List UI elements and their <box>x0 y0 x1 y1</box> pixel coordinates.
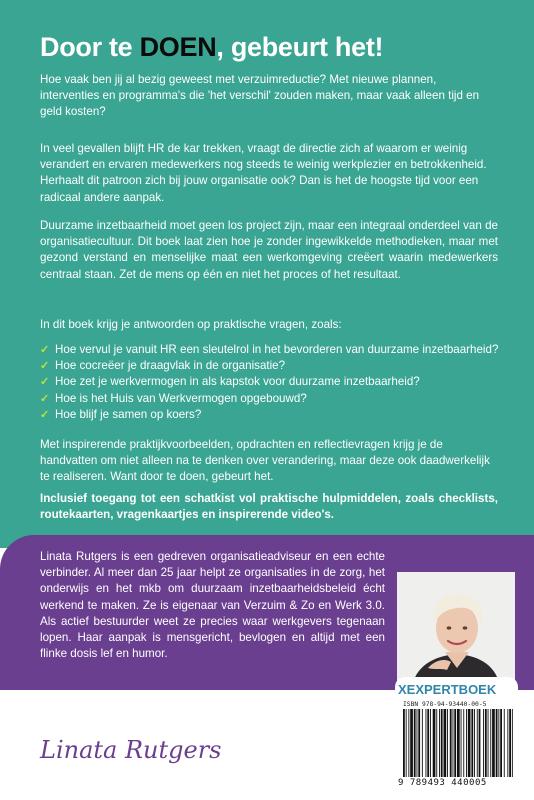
barcode-bar <box>453 709 454 777</box>
barcode-bar <box>468 709 471 777</box>
barcode-bar <box>463 709 464 777</box>
barcode-bar <box>466 709 467 777</box>
barcode-bar <box>507 709 508 777</box>
barcode-bar <box>477 709 478 777</box>
barcode-bar <box>433 709 436 777</box>
barcode-bar <box>418 709 420 777</box>
checkmark-icon: ✓ <box>40 376 50 389</box>
barcode-bar <box>444 709 447 777</box>
author-bio: Linata Rutgers is een gedreven organisatieadviseur en een echte verbinder. Al meer dan 25 jaar helpt ze organisaties in de zorg, het onderwijs en het mkb om duurzaam inzetbaarheidsbeleid écht werkend te maken. Ze is eigenaar van Verzuim & Zo en Werk 3.0. Als actief bestuurder weet ze precies waar werkgevers tegenaan lopen. Haar aanpak is mensgericht, bevlogen en altijd met een flinke dosis lef en humor. <box>40 550 385 661</box>
checkmark-icon: ✓ <box>40 344 50 356</box>
barcode-number: 9 789493 440005 <box>398 778 487 788</box>
publisher-logo <box>398 681 518 699</box>
paragraph-problem: In veel gevallen blijft HR de kar trekken, vraagt de directie zich af waarom er weinig verandert en ervaren medewerkers nog steeds te weinig werkplezier en betrokkenheid. Herhaalt dit patroon zich bij jouw organisatie ook? Dan is het de hoogste tijd voor een radicaal andere aanpak. <box>40 142 487 204</box>
checkmark-icon: ✓ <box>40 392 50 405</box>
list-item: ✓ Hoe vervul je vanuit HR een sleutelrol in het bevorderen van duurzame inzetbaarheid? <box>40 342 500 358</box>
barcode-bar <box>406 709 407 777</box>
barcode-bar <box>474 709 475 777</box>
barcode-bar <box>447 709 448 777</box>
barcode-bar <box>485 709 487 777</box>
questions-list <box>40 342 500 423</box>
isbn-label: ISBN 978-94-93440-00-5 <box>403 701 487 708</box>
paragraph-bonus: Inclusief toegang tot een schatkist vol praktische hulpmiddelen, zoals checklists, routekaarten, vragenkaartjes en inspirerende video's. <box>40 492 498 522</box>
barcode-bar <box>430 709 431 777</box>
title-part2: , gebeurt het! <box>216 32 384 62</box>
barcode-bar <box>492 709 495 777</box>
list-item: ✓ Hoe is het Huis van Werkvermogen opgebouwd? <box>40 391 500 407</box>
barcode-bar <box>450 709 452 777</box>
barcode-bar <box>454 709 456 777</box>
barcode-bar <box>504 709 505 777</box>
title-part1: Door te <box>40 32 140 62</box>
barcode-bar <box>512 709 513 777</box>
questions-intro: In dit boek krijg je antwoorden op praktische vragen, zoals: <box>40 318 342 331</box>
barcode-bar <box>457 709 460 777</box>
barcode-bar <box>483 709 484 777</box>
list-item: ✓ Hoe blijf je samen op koers? <box>40 407 500 423</box>
barcode-bar <box>417 709 418 777</box>
barcode-bar <box>500 709 502 777</box>
barcode-bar <box>408 709 409 777</box>
paragraph-practical: Met inspirerende praktijkvoorbeelden, opdrachten en reflectievragen krijg je de handvatten om niet alleen na te denken over verandering, maar deze ook daadwerkelijk te realiseren. Want door te doen, gebeurt het. <box>40 438 490 484</box>
logo-name: EXPERTBOEK <box>406 682 497 697</box>
barcode-bar <box>403 709 405 777</box>
paragraph-approach: Duurzame inzetbaarheid moet geen los project zijn, maar een integraal onderdeel van de organisatiecultuur. Dit boek laat zien hoe je zonder ingewikkelde methodieken, maar met gezond verstand en menselijke maat een werkomgeving creëert waarin medewerkers centraal staan. Zet de mens op één en niet het proces of het resultaat. <box>40 219 498 281</box>
barcode-bar <box>436 709 437 777</box>
barcode <box>402 709 514 779</box>
barcode-bar <box>439 709 440 777</box>
title-highlight: DOEN <box>139 32 217 62</box>
page-title <box>40 32 383 63</box>
checkmark-icon: ✓ <box>40 408 50 421</box>
barcode-bar <box>471 709 473 777</box>
author-signature <box>40 726 222 776</box>
barcode-bar <box>414 709 416 777</box>
paragraph-intro: Hoe vaak ben jij al bezig geweest met verzuimreductie? Met nieuwe plannen, interventies en programma's die 'het verschil' zouden maken, maar vaak alleen tijd en geld kosten? <box>40 73 480 119</box>
barcode-bar <box>441 709 443 777</box>
barcode-bar <box>426 709 427 777</box>
logo-x: X <box>398 682 407 697</box>
list-item: ✓ Hoe zet je werkvermogen in als kapstok voor duurzame inzetbaarheid? <box>40 374 500 390</box>
barcode-bar <box>410 709 413 777</box>
barcode-bar <box>427 709 429 777</box>
barcode-bar <box>422 709 423 777</box>
list-item: ✓ Hoe cocreëer je draagvlak in de organisatie? <box>40 358 500 374</box>
barcode-bar <box>509 709 511 777</box>
barcode-bar <box>496 709 498 777</box>
signature-text: Linata Rutgers <box>40 736 222 764</box>
checkmark-icon: ✓ <box>40 360 50 373</box>
author-photo <box>397 572 515 690</box>
barcode-bar <box>488 709 489 777</box>
barcode-bar <box>498 709 499 777</box>
barcode-bar <box>479 709 481 777</box>
barcode-bar <box>461 709 462 777</box>
barcode-bar <box>490 709 491 777</box>
